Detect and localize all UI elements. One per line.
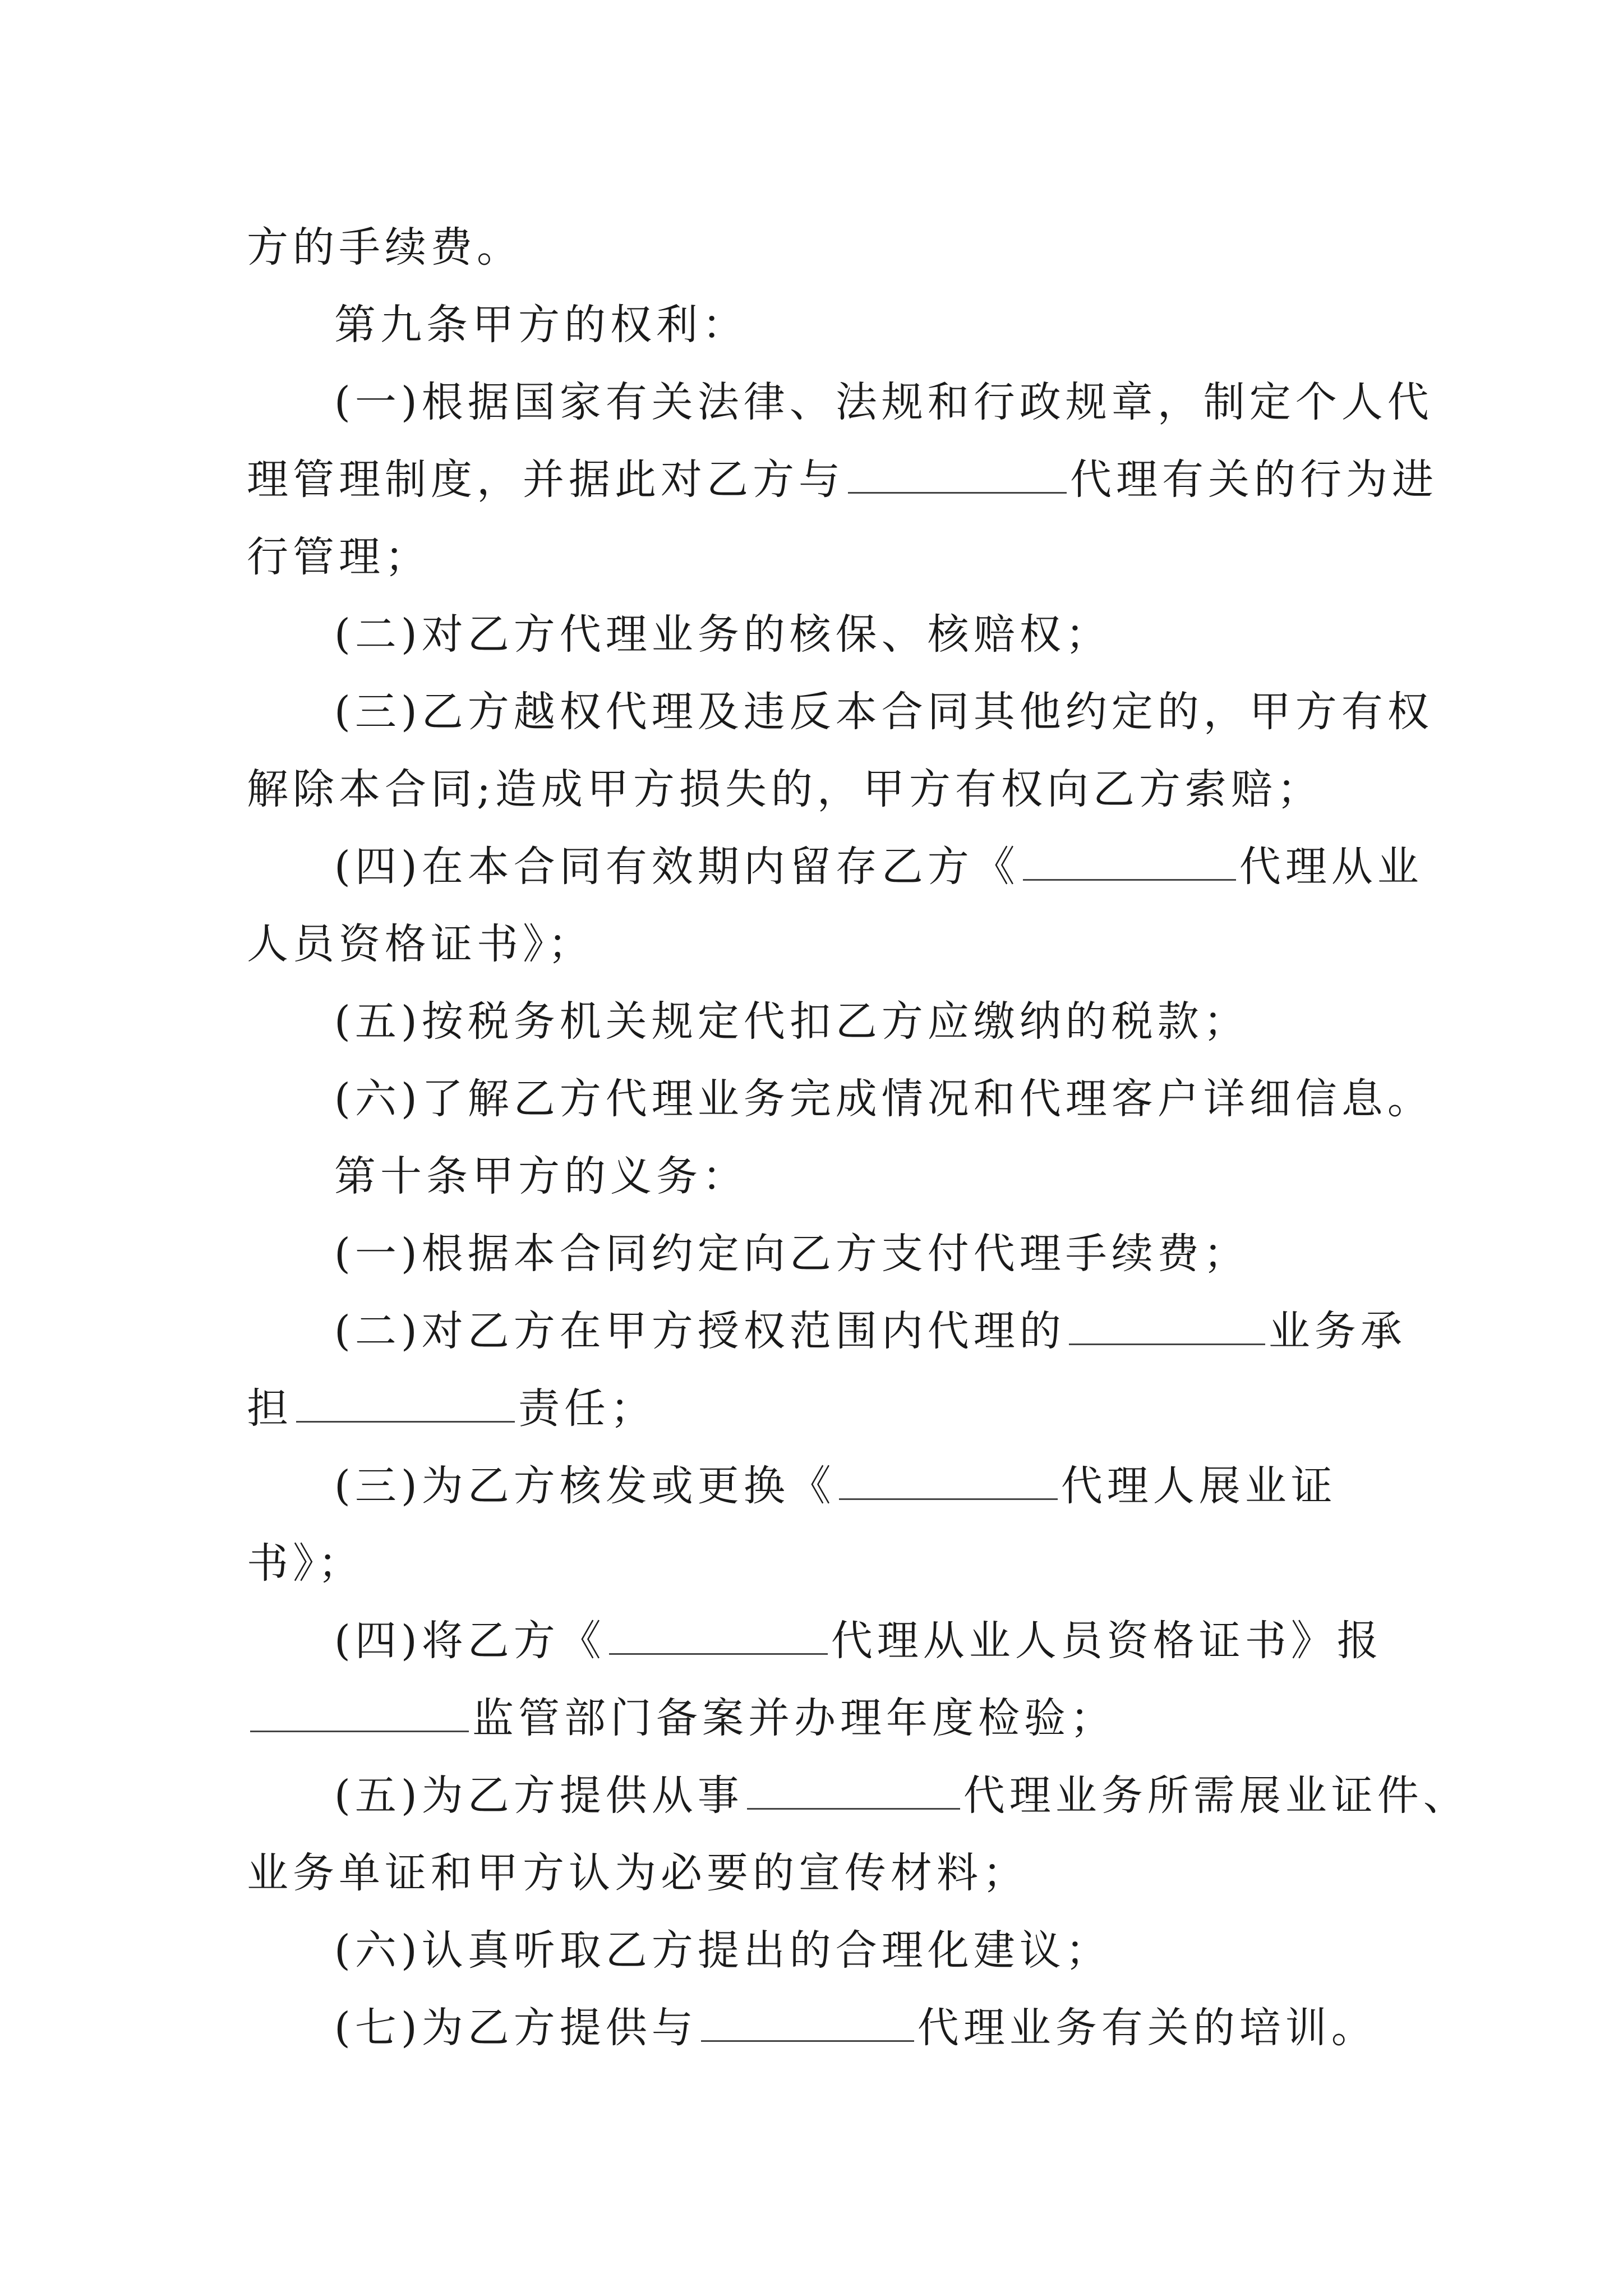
contract-body: [247, 209, 1469, 2067]
clause-line: [247, 1602, 1391, 1680]
clause-line: [247, 1680, 1391, 1757]
clause-line: [247, 1447, 1391, 1525]
clause-line: [247, 1834, 1391, 1912]
clause-line: [247, 518, 1391, 596]
clause-line: [247, 1060, 1433, 1138]
line-text: 第十条甲方的义务：: [334, 1152, 748, 1200]
fill-in-blank[interactable]: [848, 445, 1067, 494]
article-heading: [247, 286, 1391, 364]
paragraph-line: [247, 209, 1391, 286]
clause-line: [247, 1912, 1391, 1989]
line-text-before-blank: (四)将乙方《: [334, 1617, 606, 1665]
fill-in-blank[interactable]: [250, 1683, 469, 1732]
line-text: 解除本合同;造成甲方损失的，甲方有权向乙方索赔；: [247, 765, 1323, 813]
line-text: (二)对乙方代理业务的核保、核赔权；: [334, 610, 1112, 659]
clause-line: [247, 983, 1391, 1060]
clause-line: [247, 596, 1391, 673]
clause-line: [247, 751, 1391, 828]
line-text: 书》；: [247, 1539, 364, 1588]
line-text: 业务单证和甲方认为必要的宣传材料；: [247, 1849, 1029, 1897]
line-text: 第九条甲方的权利：: [334, 301, 748, 349]
clause-line: [247, 905, 1391, 983]
clause-line: [247, 1370, 1391, 1447]
clause-line: [247, 1215, 1391, 1292]
fill-in-blank[interactable]: [839, 1451, 1058, 1500]
line-text: (六)了解乙方代理业务完成情况和代理客户详细信息。: [334, 1075, 1433, 1123]
line-text-after-blank: 代理从业人员资格证书》报: [831, 1617, 1383, 1665]
line-text-after-blank: 责任；: [518, 1384, 656, 1433]
clause-line: [247, 1757, 1469, 1834]
fill-in-blank[interactable]: [701, 1993, 914, 2042]
line-text: (一)根据国家有关法律、法规和行政规章，制定个人代: [334, 378, 1433, 426]
clause-line: [247, 673, 1433, 751]
line-text-after-blank: 代理人展业证: [1061, 1462, 1337, 1510]
fill-in-blank[interactable]: [296, 1374, 515, 1423]
line-text-before-blank: (二)对乙方在甲方授权范围内代理的: [334, 1307, 1066, 1355]
line-text-before-blank: (七)为乙方提供与: [334, 2004, 698, 2052]
line-text-before-blank: 理管理制度，并据此对乙方与: [247, 455, 845, 504]
line-text-before-blank: (五)为乙方提供从事: [334, 1772, 744, 1820]
line-text-before-blank: (四)在本合同有效期内留存乙方《: [334, 843, 1020, 891]
clause-line: [247, 1525, 1391, 1602]
fill-in-blank[interactable]: [1069, 1296, 1265, 1345]
article-heading: [247, 1138, 1391, 1215]
line-text-before-blank: (三)为乙方核发或更换《: [334, 1462, 836, 1510]
line-text: (五)按税务机关规定代扣乙方应缴纳的税款；: [334, 997, 1249, 1046]
line-text-after-blank: 监管部门备案并办理年度检验；: [472, 1694, 1116, 1742]
fill-in-blank[interactable]: [609, 1606, 828, 1655]
line-text: 行管理；: [247, 533, 431, 581]
line-text: (一)根据本合同约定向乙方支付代理手续费；: [334, 1230, 1249, 1278]
fill-in-blank[interactable]: [1023, 832, 1236, 881]
clause-line: [247, 364, 1433, 441]
clause-line: [247, 1989, 1391, 2067]
line-text-after-blank: 业务承: [1268, 1307, 1407, 1355]
clause-line: [247, 1292, 1407, 1370]
clause-line: [247, 828, 1423, 905]
clause-line: [247, 441, 1438, 518]
line-text: (六)认真听取乙方提出的合理化建议；: [334, 1926, 1112, 1975]
line-text-after-blank: 代理业务所需展业证件、: [963, 1772, 1469, 1820]
line-text-before-blank: 担: [247, 1384, 293, 1433]
line-text-after-blank: 代理从业: [1239, 843, 1423, 891]
line-text-after-blank: 代理有关的行为进: [1070, 455, 1438, 504]
fill-in-blank[interactable]: [747, 1761, 960, 1810]
line-text: (三)乙方越权代理及违反本合同其他约定的，甲方有权: [334, 688, 1433, 736]
line-text: 方的手续费。: [247, 223, 523, 272]
line-text-after-blank: 代理业务有关的培训。: [917, 2004, 1377, 2052]
line-text: 人员资格证书》；: [247, 920, 594, 968]
